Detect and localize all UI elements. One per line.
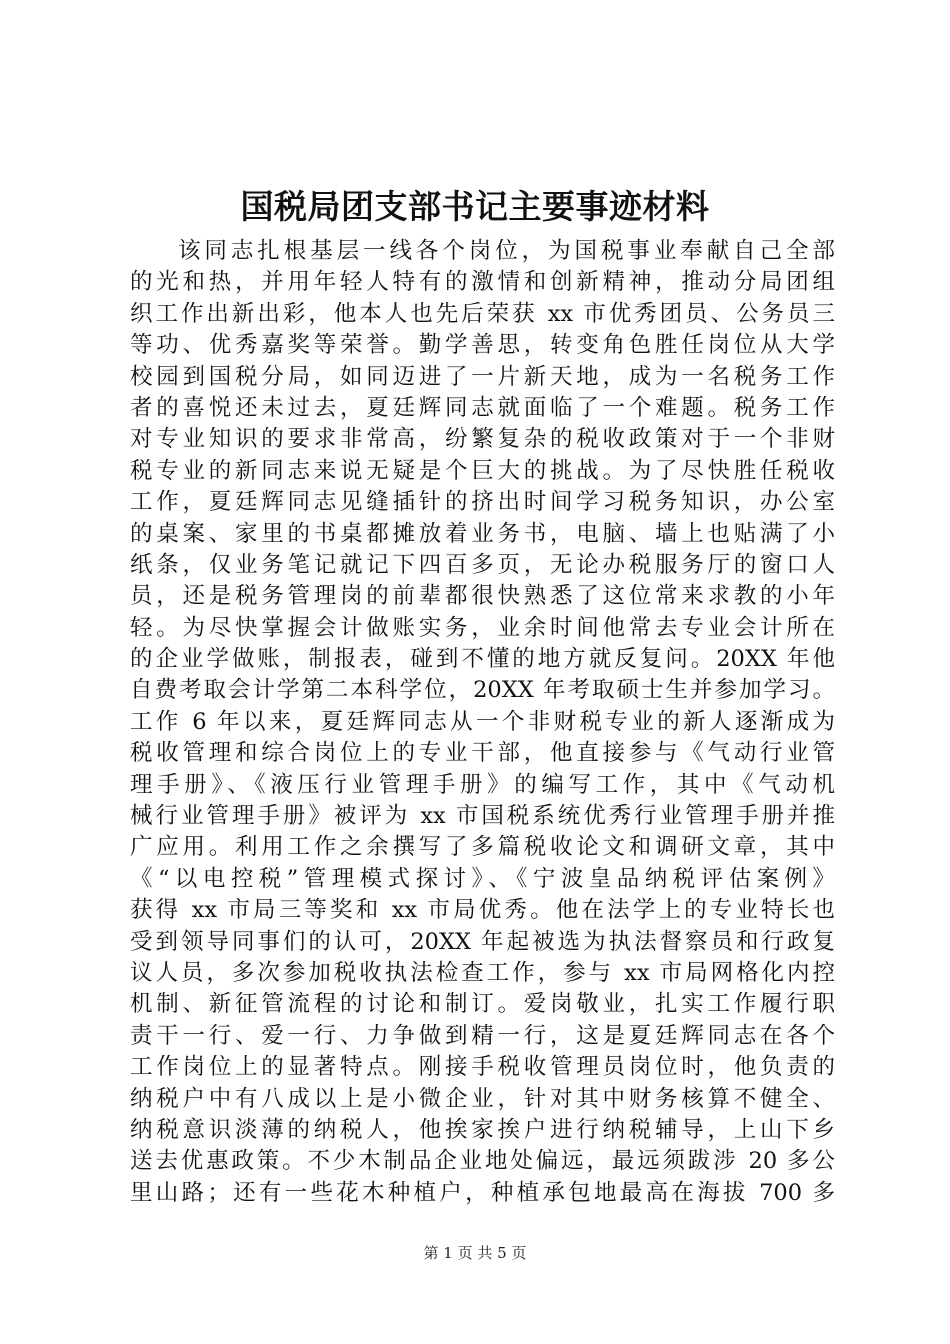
body-line: 税专业的新同志来说无疑是个巨大的挑战。为了尽快胜任税收 xyxy=(130,457,835,484)
body-line: 自费考取会计学第二本科学位，20XX 年考取硕士生并参加学习。 xyxy=(130,677,835,704)
body-line: 纳税户中有八成以上是小微企业，针对其中财务核算不健全、 xyxy=(130,1085,835,1112)
body-line: 理手册》、《液压行业管理手册》的编写工作，其中《气动机 xyxy=(130,771,835,798)
page-footer xyxy=(0,1242,950,1264)
body-line: 送去优惠政策。不少木制品企业地处偏远，最远须跋涉 20 多公 xyxy=(130,1148,835,1175)
body-line: 织工作出新出彩，他本人也先后荣获 xx 市优秀团员、公务员三 xyxy=(130,300,835,327)
body-line: 议人员，多次参加税收执法检查工作，参与 xx 市局网格化内控 xyxy=(130,959,835,986)
body-line: 纳税意识淡薄的纳税人，他挨家挨户进行纳税辅导，上山下乡 xyxy=(130,1116,835,1143)
body-line: 的企业学做账，制报表，碰到不懂的地方就反复问。20XX 年他 xyxy=(130,646,835,673)
body-line: 械行业管理手册》被评为 xx 市国税系统优秀行业管理手册并推 xyxy=(130,803,835,830)
body-line: 该同志扎根基层一线各个岗位，为国税事业奉献自己全部 xyxy=(178,238,835,264)
body-line: 广应用。利用工作之余撰写了多篇税收论文和调研文章，其中 xyxy=(130,834,835,861)
body-line: 校园到国税分局，如同迈进了一片新天地，成为一名税务工作 xyxy=(130,363,835,390)
body-line: 机制、新征管流程的讨论和制订。爱岗敬业，扎实工作履行职 xyxy=(130,991,835,1018)
body-line: 的桌案、家里的书桌都摊放着业务书，电脑、墙上也贴满了小 xyxy=(130,520,835,547)
body-line: 税收管理和综合岗位上的专业干部，他直接参与《气动行业管 xyxy=(130,740,835,767)
body-line: 者的喜悦还未过去，夏廷辉同志就面临了一个难题。税务工作 xyxy=(130,394,835,421)
body-line: 受到领导同事们的认可，20XX 年起被选为执法督察员和行政复 xyxy=(130,928,835,955)
body-line: 《“以电控税”管理模式探讨》、《宁波皇品纳税评估案例》 xyxy=(130,865,835,892)
body-line: 工作，夏廷辉同志见缝插针的挤出时间学习税务知识，办公室 xyxy=(130,489,835,516)
body-line: 责干一行、爱一行、力争做到精一行，这是夏廷辉同志在各个 xyxy=(130,1022,835,1049)
body-line: 等功、优秀嘉奖等荣誉。勤学善思，转变角色胜任岗位从大学 xyxy=(130,332,835,359)
body-line: 纸条，仅业务笔记就记下四百多页，无论办税服务厅的窗口人 xyxy=(130,551,835,578)
body-line: 轻。为尽快掌握会计做账实务，业余时间他常去专业会计所在 xyxy=(130,614,835,641)
body-line: 里山路；还有一些花木种植户，种植承包地最高在海拔 700 多 xyxy=(130,1179,835,1206)
body-line: 工作 6 年以来，夏廷辉同志从一个非财税专业的新人逐渐成为 xyxy=(130,708,835,735)
page-number-indicator: 第 1 页 共 5 页 xyxy=(423,1244,527,1262)
body-line: 工作岗位上的显著特点。刚接手税收管理员岗位时，他负责的 xyxy=(130,1054,835,1081)
body-line: 获得 xx 市局三等奖和 xx 市局优秀。他在法学上的专业特长也 xyxy=(130,897,835,924)
document-body xyxy=(130,236,835,1209)
body-line: 的光和热，并用年轻人特有的激情和创新精神，推动分局团组 xyxy=(130,269,835,296)
document-title: 国税局团支部书记主要事迹材料 xyxy=(240,187,710,226)
body-line: 对专业知识的要求非常高，纷繁复杂的税收政策对于一个非财 xyxy=(130,426,835,453)
body-line: 员，还是税务管理岗的前辈都很快熟悉了这位常来求教的小年 xyxy=(130,583,835,610)
